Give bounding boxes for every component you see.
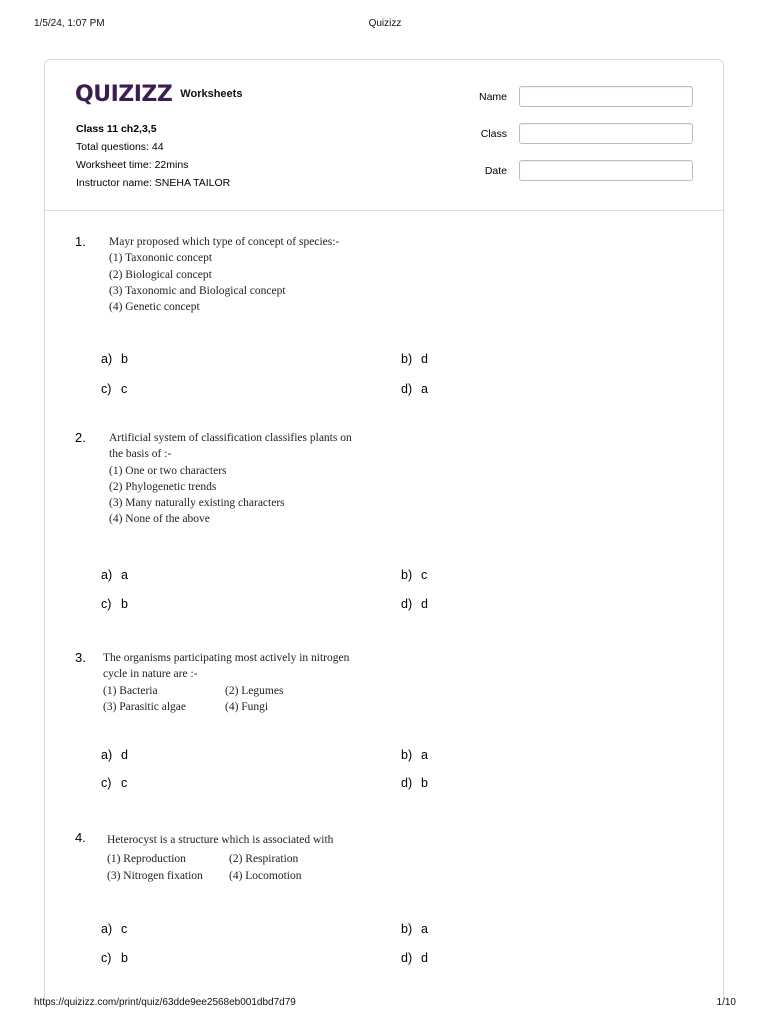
option-b[interactable]: b) d: [401, 352, 428, 366]
brand: [75, 80, 242, 108]
question-line: (1) Taxononic concept: [109, 252, 213, 265]
question-line: (2) Biological concept: [109, 268, 212, 281]
option-c[interactable]: c) c: [101, 382, 128, 396]
print-footer: [34, 997, 736, 1011]
option-c[interactable]: c) b: [101, 597, 128, 611]
page-number: 1/10: [716, 997, 736, 1008]
question-line: the basis of :-: [109, 448, 172, 461]
question-line: (1) Reproduction (2) Respiration: [107, 853, 299, 866]
option-b[interactable]: b) c: [401, 568, 428, 582]
brand-subtitle: Worksheets: [180, 88, 243, 100]
question-text: [109, 430, 359, 528]
worksheet-meta: [76, 120, 230, 192]
question-line: Artificial system of classification classifies plants on: [109, 432, 352, 444]
question-line: cycle in nature are :-: [103, 668, 198, 681]
instructor-name: Instructor name: SNEHA TAILOR: [76, 177, 231, 189]
question-line: (4) None of the above: [109, 513, 210, 526]
question-line: (3) Parasitic algae (4) Fungi: [103, 700, 269, 713]
question-number: 1.: [75, 234, 86, 249]
question-number: 2.: [75, 430, 86, 445]
print-header: [34, 18, 736, 32]
question-line: (2) Phylogenetic trends: [109, 480, 217, 493]
option-a[interactable]: a) b: [101, 352, 128, 366]
question-line: (3) Nitrogen fixation (4) Locomotion: [107, 869, 302, 882]
question-number: 3.: [75, 650, 86, 665]
option-d[interactable]: d) d: [401, 951, 428, 965]
option-b[interactable]: b) a: [401, 922, 428, 936]
option-d[interactable]: d) a: [401, 382, 428, 396]
total-questions: Total questions: 44: [76, 141, 164, 153]
name-label: Name: [478, 91, 507, 103]
student-fields: [443, 86, 693, 197]
name-field-row: [443, 86, 693, 109]
worksheet: [44, 59, 724, 999]
question-text: [107, 832, 357, 884]
option-b[interactable]: b) a: [401, 748, 428, 762]
question-number: 4.: [75, 830, 86, 845]
question-line: The organisms participating most actively in nitrogen: [103, 652, 350, 664]
question-line: (3) Taxonomic and Biological concept: [109, 284, 286, 297]
worksheet-time: Worksheet time: 22mins: [76, 159, 189, 171]
question-text: [109, 234, 359, 315]
option-d[interactable]: d) d: [401, 597, 428, 611]
class-label: Class: [480, 128, 507, 140]
worksheet-header: [45, 60, 723, 211]
quizizz-logo: QUIZIZZ: [75, 81, 173, 107]
worksheet-title: Class 11 ch2,3,5: [76, 123, 157, 135]
print-page-title: Quizizz: [368, 18, 402, 29]
option-d[interactable]: d) b: [401, 776, 428, 790]
date-label: Date: [484, 165, 507, 177]
date-field-row: [443, 160, 693, 183]
option-a[interactable]: a) a: [101, 568, 128, 582]
print-datetime: 1/5/24, 1:07 PM: [34, 18, 105, 29]
option-a[interactable]: a) c: [101, 922, 128, 936]
print-url: https://quizizz.com/print/quiz/63dde9ee2568eb001dbd7d79: [34, 997, 296, 1008]
option-c[interactable]: c) b: [101, 951, 128, 965]
question-line: Heterocyst is a structure which is associated with: [107, 834, 334, 846]
class-field-row: [443, 123, 693, 146]
question-line: Mayr proposed which type of concept of species:-: [109, 236, 340, 248]
question-line: (3) Many naturally existing characters: [109, 497, 285, 510]
name-input[interactable]: [519, 86, 693, 107]
question-text: [103, 650, 353, 715]
question-line: (4) Genetic concept: [109, 301, 200, 314]
class-input[interactable]: [519, 123, 693, 144]
question-line: (1) One or two characters: [109, 464, 227, 477]
option-c[interactable]: c) c: [101, 776, 128, 790]
date-input[interactable]: [519, 160, 693, 181]
question-line: (1) Bacteria (2) Legumes: [103, 684, 284, 697]
option-a[interactable]: a) d: [101, 748, 128, 762]
